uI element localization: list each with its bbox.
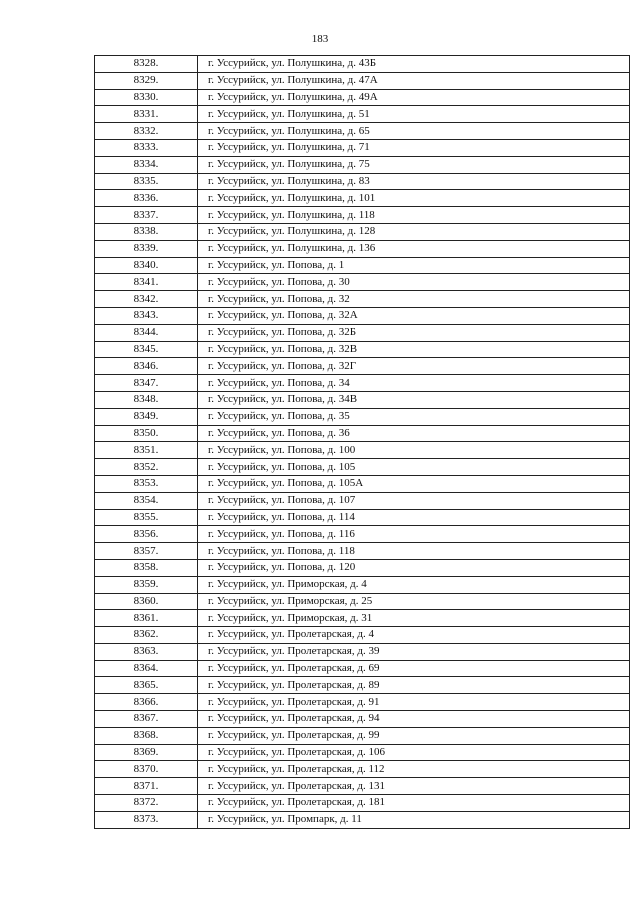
address-cell: г. Уссурийск, ул. Попова, д. 30 (198, 274, 630, 291)
address-cell: г. Уссурийск, ул. Попова, д. 36 (198, 425, 630, 442)
table-row (95, 240, 630, 257)
table-row (95, 559, 630, 576)
address-cell: г. Уссурийск, ул. Пролетарская, д. 4 (198, 627, 630, 644)
row-number-cell: 8365. (95, 677, 198, 694)
address-cell: г. Уссурийск, ул. Полушкина, д. 47А (198, 72, 630, 89)
table-row (95, 744, 630, 761)
address-cell: г. Уссурийск, ул. Пролетарская, д. 94 (198, 711, 630, 728)
address-cell: г. Уссурийск, ул. Полушкина, д. 136 (198, 240, 630, 257)
row-number-cell: 8331. (95, 106, 198, 123)
address-cell: г. Уссурийск, ул. Приморская, д. 31 (198, 610, 630, 627)
address-cell: г. Уссурийск, ул. Попова, д. 34 (198, 375, 630, 392)
address-cell: г. Уссурийск, ул. Попова, д. 32А (198, 307, 630, 324)
address-cell: г. Уссурийск, ул. Полушкина, д. 101 (198, 190, 630, 207)
row-number-cell: 8353. (95, 475, 198, 492)
table-row (95, 677, 630, 694)
row-number-cell: 8348. (95, 391, 198, 408)
row-number-cell: 8371. (95, 778, 198, 795)
address-cell: г. Уссурийск, ул. Пролетарская, д. 181 (198, 795, 630, 812)
table-row (95, 307, 630, 324)
row-number-cell: 8361. (95, 610, 198, 627)
row-number-cell: 8339. (95, 240, 198, 257)
row-number-cell: 8358. (95, 559, 198, 576)
row-number-cell: 8368. (95, 727, 198, 744)
row-number-cell: 8342. (95, 291, 198, 308)
row-number-cell: 8344. (95, 324, 198, 341)
row-number-cell: 8338. (95, 223, 198, 240)
address-cell: г. Уссурийск, ул. Полушкина, д. 71 (198, 139, 630, 156)
address-cell: г. Уссурийск, ул. Попова, д. 118 (198, 543, 630, 560)
table-row (95, 727, 630, 744)
table-row (95, 475, 630, 492)
table-row (95, 526, 630, 543)
address-cell: г. Уссурийск, ул. Попова, д. 32Б (198, 324, 630, 341)
table-row (95, 375, 630, 392)
address-cell: г. Уссурийск, ул. Полушкина, д. 43Б (198, 56, 630, 73)
table-row (95, 492, 630, 509)
table-row (95, 156, 630, 173)
address-table-body (95, 56, 630, 829)
table-row (95, 358, 630, 375)
table-row (95, 778, 630, 795)
table-row (95, 509, 630, 526)
table-row (95, 627, 630, 644)
address-cell: г. Уссурийск, ул. Приморская, д. 25 (198, 593, 630, 610)
address-cell: г. Уссурийск, ул. Пролетарская, д. 131 (198, 778, 630, 795)
address-cell: г. Уссурийск, ул. Попова, д. 1 (198, 257, 630, 274)
address-cell: г. Уссурийск, ул. Пролетарская, д. 106 (198, 744, 630, 761)
table-row (95, 89, 630, 106)
row-number-cell: 8351. (95, 442, 198, 459)
table-row (95, 643, 630, 660)
table-row (95, 106, 630, 123)
table-row (95, 408, 630, 425)
row-number-cell: 8345. (95, 341, 198, 358)
row-number-cell: 8359. (95, 576, 198, 593)
address-cell: г. Уссурийск, ул. Попова, д. 32 (198, 291, 630, 308)
table-row (95, 391, 630, 408)
table-row (95, 711, 630, 728)
table-row (95, 442, 630, 459)
address-cell: г. Уссурийск, ул. Полушкина, д. 75 (198, 156, 630, 173)
row-number-cell: 8364. (95, 660, 198, 677)
table-row (95, 139, 630, 156)
table-row (95, 324, 630, 341)
row-number-cell: 8346. (95, 358, 198, 375)
row-number-cell: 8360. (95, 593, 198, 610)
page-number: 183 (311, 33, 329, 45)
table-row (95, 190, 630, 207)
row-number-cell: 8369. (95, 744, 198, 761)
row-number-cell: 8341. (95, 274, 198, 291)
address-cell: г. Уссурийск, ул. Пролетарская, д. 91 (198, 694, 630, 711)
address-cell: г. Уссурийск, ул. Попова, д. 32Г (198, 358, 630, 375)
address-cell: г. Уссурийск, ул. Попова, д. 107 (198, 492, 630, 509)
address-cell: г. Уссурийск, ул. Попова, д. 105 (198, 459, 630, 476)
table-row (95, 207, 630, 224)
address-cell: г. Уссурийск, ул. Попова, д. 35 (198, 408, 630, 425)
row-number-cell: 8354. (95, 492, 198, 509)
row-number-cell: 8336. (95, 190, 198, 207)
row-number-cell: 8332. (95, 123, 198, 140)
table-row (95, 694, 630, 711)
address-cell: г. Уссурийск, ул. Пролетарская, д. 69 (198, 660, 630, 677)
address-cell: г. Уссурийск, ул. Пролетарская, д. 112 (198, 761, 630, 778)
address-cell: г. Уссурийск, ул. Пролетарская, д. 39 (198, 643, 630, 660)
table-row (95, 274, 630, 291)
address-cell: г. Уссурийск, ул. Попова, д. 32В (198, 341, 630, 358)
row-number-cell: 8362. (95, 627, 198, 644)
row-number-cell: 8349. (95, 408, 198, 425)
address-cell: г. Уссурийск, ул. Приморская, д. 4 (198, 576, 630, 593)
row-number-cell: 8355. (95, 509, 198, 526)
row-number-cell: 8372. (95, 795, 198, 812)
table-row (95, 593, 630, 610)
row-number-cell: 8357. (95, 543, 198, 560)
address-cell: г. Уссурийск, ул. Попова, д. 114 (198, 509, 630, 526)
row-number-cell: 8334. (95, 156, 198, 173)
table-row (95, 56, 630, 73)
address-cell: г. Уссурийск, ул. Полушкина, д. 83 (198, 173, 630, 190)
table-row (95, 610, 630, 627)
table-row (95, 173, 630, 190)
address-cell: г. Уссурийск, ул. Попова, д. 116 (198, 526, 630, 543)
row-number-cell: 8370. (95, 761, 198, 778)
address-cell: г. Уссурийск, ул. Полушкина, д. 128 (198, 223, 630, 240)
table-row (95, 425, 630, 442)
row-number-cell: 8350. (95, 425, 198, 442)
row-number-cell: 8367. (95, 711, 198, 728)
table-row (95, 123, 630, 140)
row-number-cell: 8329. (95, 72, 198, 89)
row-number-cell: 8363. (95, 643, 198, 660)
address-cell: г. Уссурийск, ул. Попова, д. 120 (198, 559, 630, 576)
table-row (95, 257, 630, 274)
address-cell: г. Уссурийск, ул. Попова, д. 100 (198, 442, 630, 459)
table-row (95, 341, 630, 358)
address-cell: г. Уссурийск, ул. Попова, д. 105А (198, 475, 630, 492)
address-cell: г. Уссурийск, ул. Пролетарская, д. 99 (198, 727, 630, 744)
table-row (95, 795, 630, 812)
row-number-cell: 8352. (95, 459, 198, 476)
table-row (95, 761, 630, 778)
table-row (95, 291, 630, 308)
row-number-cell: 8366. (95, 694, 198, 711)
row-number-cell: 8373. (95, 811, 198, 828)
row-number-cell: 8335. (95, 173, 198, 190)
table-row (95, 459, 630, 476)
row-number-cell: 8343. (95, 307, 198, 324)
table-row (95, 660, 630, 677)
row-number-cell: 8328. (95, 56, 198, 73)
address-cell: г. Уссурийск, ул. Полушкина, д. 65 (198, 123, 630, 140)
address-cell: г. Уссурийск, ул. Полушкина, д. 118 (198, 207, 630, 224)
address-table (94, 55, 630, 829)
address-cell: г. Уссурийск, ул. Попова, д. 34В (198, 391, 630, 408)
table-row (95, 576, 630, 593)
row-number-cell: 8340. (95, 257, 198, 274)
row-number-cell: 8330. (95, 89, 198, 106)
table-row (95, 223, 630, 240)
address-cell: г. Уссурийск, ул. Полушкина, д. 49А (198, 89, 630, 106)
table-row (95, 543, 630, 560)
row-number-cell: 8333. (95, 139, 198, 156)
row-number-cell: 8337. (95, 207, 198, 224)
address-cell: г. Уссурийск, ул. Пролетарская, д. 89 (198, 677, 630, 694)
address-cell: г. Уссурийск, ул. Полушкина, д. 51 (198, 106, 630, 123)
address-cell: г. Уссурийск, ул. Промпарк, д. 11 (198, 811, 630, 828)
row-number-cell: 8347. (95, 375, 198, 392)
table-row (95, 72, 630, 89)
row-number-cell: 8356. (95, 526, 198, 543)
table-row (95, 811, 630, 828)
